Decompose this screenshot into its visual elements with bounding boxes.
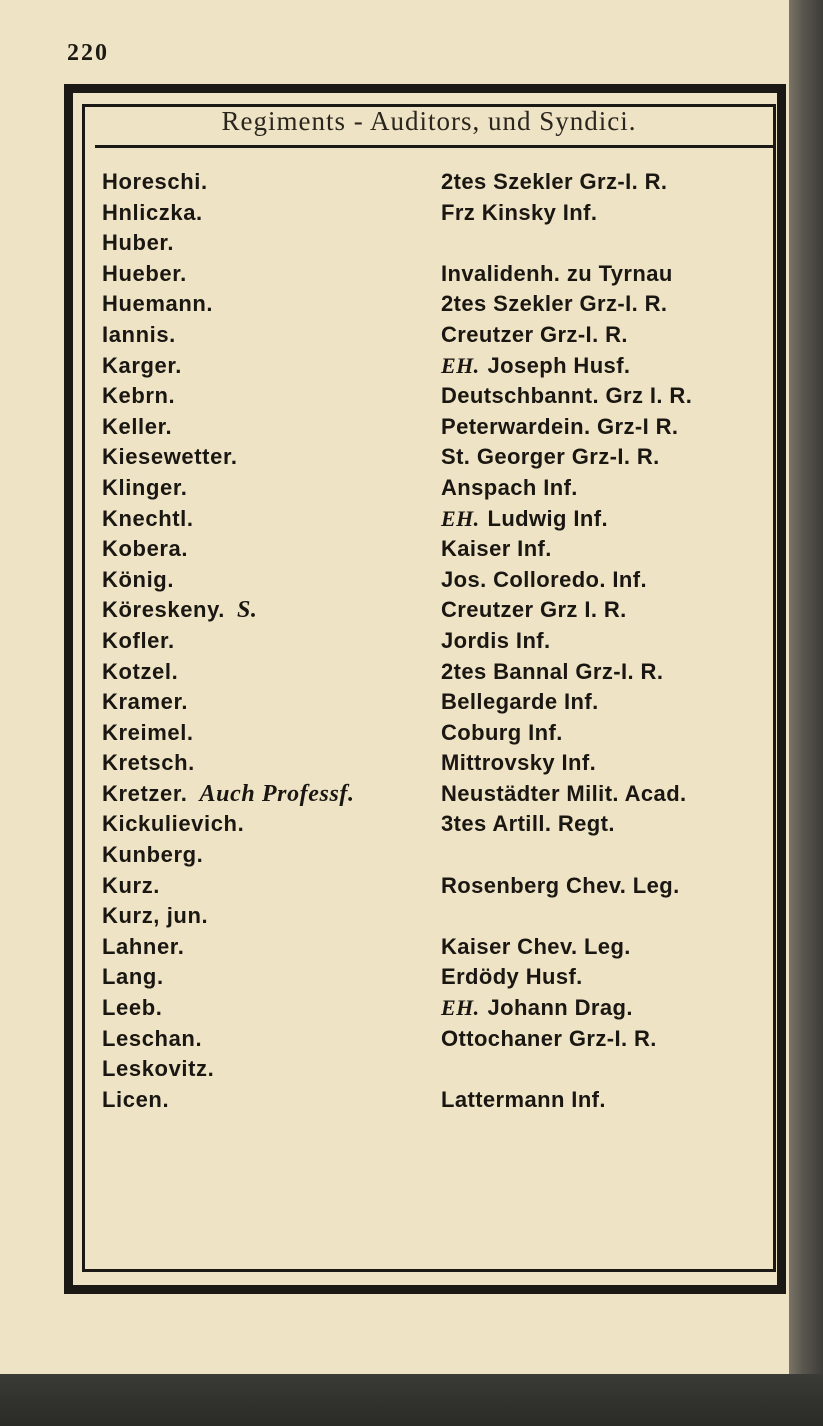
section-heading: Regiments - Auditors, und Syndici. xyxy=(221,106,637,136)
entry-row xyxy=(100,901,776,932)
entry-regiment xyxy=(441,565,647,595)
entry-regiment-text: Creutzer Grz I. R. xyxy=(441,597,627,623)
entry-name-text: Kurz. xyxy=(102,872,160,898)
entry-name xyxy=(102,565,174,595)
entry-row xyxy=(100,442,776,473)
entry-name xyxy=(102,993,162,1023)
entry-name-text: Karger. xyxy=(102,352,183,378)
entry-regiment xyxy=(441,962,583,992)
entry-name-text: Kebrn. xyxy=(102,383,176,409)
entry-name-text: Kickulievich. xyxy=(102,811,245,837)
entry-row xyxy=(100,1085,776,1116)
entry-name-text: Kretzer. xyxy=(102,780,188,806)
entry-regiment-text: St. Georger Grz-I. R. xyxy=(441,444,660,470)
entry-name-text: Kreimel. xyxy=(102,719,194,745)
entry-regiment xyxy=(441,289,667,319)
entry-row xyxy=(100,993,776,1024)
entry-name-text: Lahner. xyxy=(102,933,185,959)
entry-regiment-text: Bellegarde Inf. xyxy=(441,689,599,715)
entry-regiment xyxy=(441,932,631,962)
entry-name xyxy=(102,1085,169,1115)
entry-regiment-text: Jos. Colloredo. Inf. xyxy=(441,566,648,592)
heading-divider xyxy=(95,145,775,148)
entry-name-text: Licen. xyxy=(102,1086,170,1112)
entry-name xyxy=(102,534,188,564)
entry-name-text: Huber. xyxy=(102,230,175,256)
entry-regiment-text: Coburg Inf. xyxy=(441,719,563,745)
entry-row xyxy=(100,1054,776,1085)
entry-name xyxy=(102,595,258,625)
entry-name xyxy=(102,932,184,962)
entry-regiment xyxy=(441,993,633,1023)
entry-name-text: König. xyxy=(102,566,175,592)
entry-regiment xyxy=(441,412,678,442)
entry-name-text: Huemann. xyxy=(102,291,214,317)
entry-name-text: Horeschi. xyxy=(102,169,208,194)
entry-regiment-text: Frz Kinsky Inf. xyxy=(441,199,598,225)
entry-row xyxy=(100,351,776,382)
entry-note: Auch Professf. xyxy=(199,780,355,807)
entry-row xyxy=(100,779,776,810)
entry-name-text: Iannis. xyxy=(102,321,176,347)
entry-regiment xyxy=(441,320,628,350)
entry-regiment-text: Johann Drag. xyxy=(487,995,633,1021)
entry-regiment-text: Erdödy Husf. xyxy=(441,964,583,990)
entry-regiment xyxy=(441,198,597,228)
entry-row xyxy=(100,962,776,993)
entry-name xyxy=(102,687,188,717)
entry-regiment-text: Peterwardein. Grz-I R. xyxy=(441,413,679,439)
entry-name-text: Kiesewetter. xyxy=(102,444,238,470)
entry-name xyxy=(102,809,244,839)
entry-regiment-text: Creutzer Grz-I. R. xyxy=(441,321,628,347)
entry-name-text: Lang. xyxy=(102,964,164,990)
entry-row xyxy=(100,657,776,688)
entry-name xyxy=(102,962,164,992)
entry-row xyxy=(100,381,776,412)
entry-regiment xyxy=(441,809,615,839)
entry-regiment xyxy=(441,748,596,778)
entry-name-text: Köreskeny. xyxy=(102,597,225,623)
entry-name-text: Kunberg. xyxy=(102,842,204,868)
entry-regiment xyxy=(441,473,578,503)
entry-regiment-text: Kaiser Chev. Leg. xyxy=(441,933,631,959)
entry-name-text: Kretsch. xyxy=(102,750,195,776)
entry-regiment-prefix: EH. xyxy=(441,352,480,378)
entry-name xyxy=(102,320,176,350)
entry-name xyxy=(102,1054,214,1084)
entry-regiment-text: Anspach Inf. xyxy=(441,474,578,500)
entry-name-text: Leskovitz. xyxy=(102,1056,215,1082)
entry-name xyxy=(102,718,194,748)
entry-regiment-text: Invalidenh. zu Tyrnau xyxy=(441,260,673,286)
entry-name-text: Kurz, jun. xyxy=(102,903,209,929)
entry-regiment-text: Deutschbannt. Grz I. R. xyxy=(441,383,693,409)
entry-row xyxy=(100,626,776,657)
entry-name xyxy=(102,840,203,870)
entry-name xyxy=(102,504,194,534)
entry-regiment-text: 2tes Szekler Grz-I. R. xyxy=(441,291,668,317)
entry-regiment-text: 2tes Bannal Grz-I. R. xyxy=(441,658,664,684)
entry-row xyxy=(100,840,776,871)
entry-name xyxy=(102,442,238,472)
entry-name xyxy=(102,626,175,656)
entry-row xyxy=(100,259,776,290)
entry-row xyxy=(100,504,776,535)
entry-regiment xyxy=(441,718,563,748)
entry-regiment xyxy=(441,657,663,687)
entry-name-text: Klinger. xyxy=(102,474,188,500)
entry-row xyxy=(100,167,776,198)
entry-row xyxy=(100,1024,776,1055)
entry-row xyxy=(100,565,776,596)
entry-regiment xyxy=(441,534,552,564)
entry-row xyxy=(100,871,776,902)
entry-regiment-text: Ottochaner Grz-I. R. xyxy=(441,1025,657,1051)
entry-regiment xyxy=(441,381,692,411)
entry-regiment-text: Joseph Husf. xyxy=(487,352,631,378)
entry-regiment xyxy=(441,167,667,197)
entry-name xyxy=(102,167,208,197)
entry-name-text: Leschan. xyxy=(102,1025,203,1051)
entry-list xyxy=(100,167,776,1115)
entry-regiment xyxy=(441,1085,606,1115)
entry-regiment xyxy=(441,259,673,289)
entry-name xyxy=(102,381,175,411)
entry-name-text: Knechtl. xyxy=(102,505,194,531)
entry-regiment-text: Neustädter Milit. Acad. xyxy=(441,780,687,806)
entry-name xyxy=(102,289,213,319)
entry-name-text: Hnliczka. xyxy=(102,199,203,225)
entry-row xyxy=(100,932,776,963)
entry-name xyxy=(102,871,160,901)
entry-row xyxy=(100,412,776,443)
entry-row xyxy=(100,718,776,749)
entry-regiment xyxy=(441,779,687,809)
entry-regiment-text: Kaiser Inf. xyxy=(441,536,552,562)
entry-regiment-prefix: EH. xyxy=(441,505,480,531)
entry-row xyxy=(100,687,776,718)
entry-name xyxy=(102,901,208,931)
entry-regiment-prefix: EH. xyxy=(441,995,480,1021)
entry-name xyxy=(102,198,203,228)
entry-name-text: Kramer. xyxy=(102,689,189,715)
entry-name-text: Kotzel. xyxy=(102,658,179,684)
entry-row xyxy=(100,595,776,626)
entry-regiment-text: 2tes Szekler Grz-I. R. xyxy=(441,169,668,194)
entry-name-text: Hueber. xyxy=(102,260,187,286)
entry-regiment-text: Mittrovsky Inf. xyxy=(441,750,597,776)
entry-name-text: Kobera. xyxy=(102,536,189,562)
entry-regiment xyxy=(441,626,551,656)
entry-row xyxy=(100,198,776,229)
entry-name xyxy=(102,228,174,258)
entry-regiment xyxy=(441,595,627,625)
entry-row xyxy=(100,809,776,840)
page-edge-shadow xyxy=(789,0,823,1426)
entry-regiment xyxy=(441,351,630,381)
entry-name-text: Keller. xyxy=(102,413,173,439)
entry-regiment xyxy=(441,1024,657,1054)
entry-regiment-text: Lattermann Inf. xyxy=(441,1086,606,1112)
entry-name xyxy=(102,657,178,687)
entry-regiment xyxy=(441,504,608,534)
entry-name xyxy=(102,412,172,442)
entry-name xyxy=(102,351,182,381)
scan-bottom-band xyxy=(0,1374,823,1426)
entry-name xyxy=(102,748,195,778)
entry-regiment-text: 3tes Artill. Regt. xyxy=(441,811,615,837)
entry-name xyxy=(102,779,355,809)
entry-regiment-text: Ludwig Inf. xyxy=(487,505,608,531)
entry-note: S. xyxy=(236,597,258,624)
entry-name-text: Leeb. xyxy=(102,995,163,1021)
entry-regiment xyxy=(441,687,599,717)
entry-row xyxy=(100,534,776,565)
entry-row xyxy=(100,473,776,504)
entry-name-text: Kofler. xyxy=(102,627,175,653)
page-number: 220 xyxy=(67,40,109,66)
entry-row xyxy=(100,320,776,351)
entry-regiment xyxy=(441,442,660,472)
entry-regiment xyxy=(441,871,680,901)
entry-row xyxy=(100,289,776,320)
entry-name xyxy=(102,473,188,503)
entry-name xyxy=(102,1024,202,1054)
entry-name xyxy=(102,259,187,289)
entry-regiment-text: Rosenberg Chev. Leg. xyxy=(441,872,680,898)
entry-row xyxy=(100,748,776,779)
entry-row xyxy=(100,228,776,259)
entry-regiment-text: Jordis Inf. xyxy=(441,627,551,653)
